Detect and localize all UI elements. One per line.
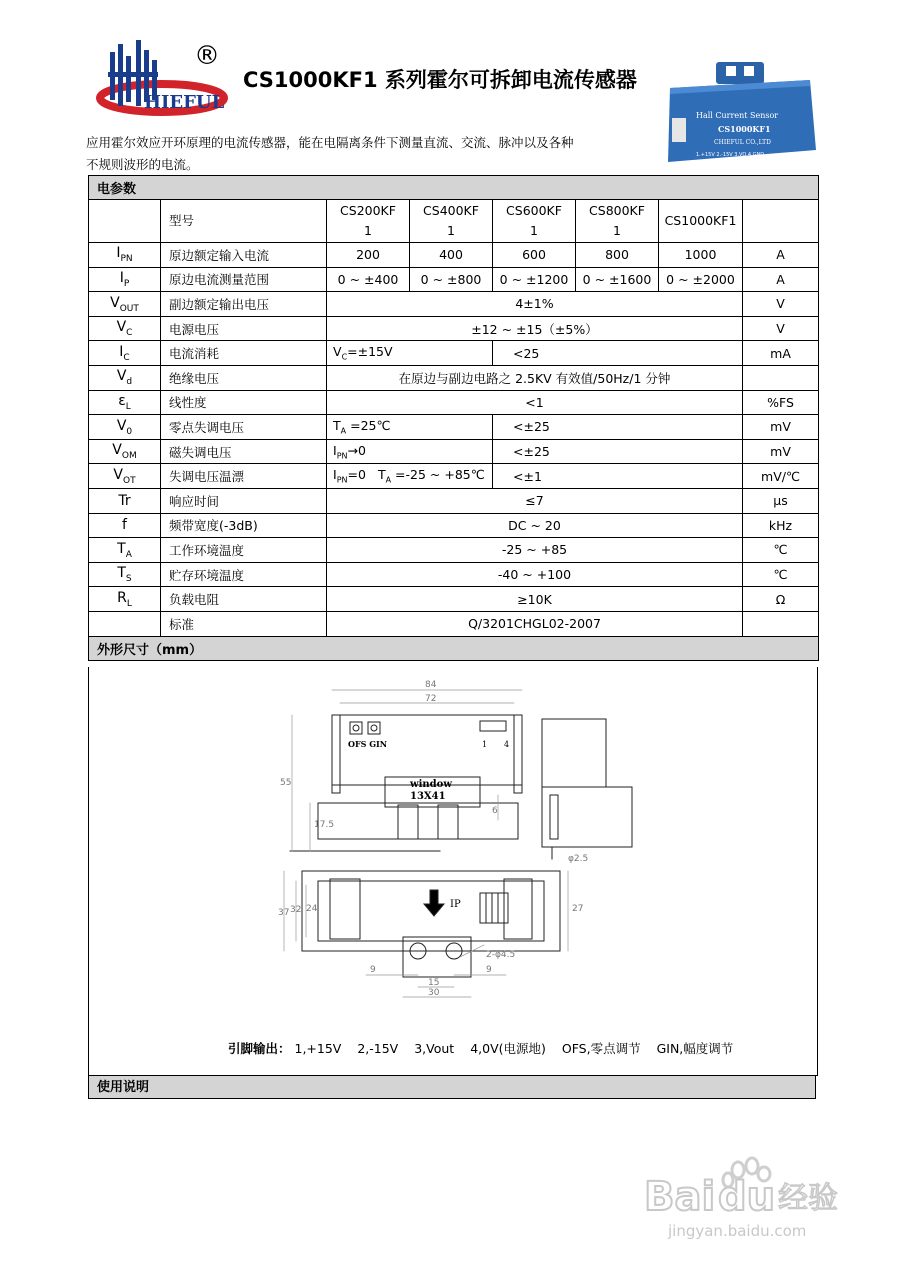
svg-text:55: 55 — [280, 778, 292, 788]
pin-output-legend — [228, 1039, 733, 1057]
table-row: $T_A$ 工作环境温度 -25 ~ +85 ℃ — [89, 538, 819, 563]
pin-item: 4,0V(电源地) — [470, 1041, 546, 1056]
product-pins: 1.+15V 2.-15V 3.VO 4.GND — [696, 152, 765, 158]
svg-text:du: du — [718, 1174, 776, 1220]
pin-item: GIN,幅度调节 — [656, 1041, 734, 1056]
svg-text:84: 84 — [425, 680, 437, 690]
svg-text:OFS GIN: OFS GIN — [348, 739, 388, 749]
section-usage: 使用说明 — [88, 1075, 816, 1099]
table-row: $R_L$ 负载电阻 ≥10K Ω — [89, 587, 819, 612]
table-row: Tr 响应时间 ≤7 μs — [89, 488, 819, 513]
svg-text:2-φ4.5: 2-φ4.5 — [486, 950, 516, 960]
table-row: $V_{OUT}$ 副边额定输出电压 4±1% V — [89, 292, 819, 317]
svg-text:1: 1 — [482, 740, 488, 749]
svg-text:37: 37 — [278, 908, 290, 918]
watermark-url: jingyan.baidu.com — [668, 1222, 807, 1240]
table-row: $V_d$ 绝缘电压 在原边与副边电路之 2.5KV 有效值/50Hz/1 分钟 — [89, 365, 819, 390]
table-row: $V_0$ 零点失调电压 $T_A$ =25℃ <±25 mV — [89, 415, 819, 440]
hieful-logo — [84, 36, 234, 122]
svg-text:4: 4 — [504, 740, 510, 749]
model-cell: CS800KF 1 — [576, 200, 659, 243]
table-row: $T_S$ 贮存环境温度 -40 ~ +100 ℃ — [89, 562, 819, 587]
svg-text:经验: 经验 — [778, 1181, 838, 1216]
svg-text:30: 30 — [428, 988, 440, 998]
registered-mark: ® — [194, 41, 220, 71]
svg-text:15: 15 — [428, 978, 440, 988]
svg-text:6: 6 — [492, 806, 498, 816]
section-dimensions: 外形尺寸（mm） — [89, 636, 819, 660]
pin-item: 1,+15V — [294, 1041, 342, 1056]
svg-text:24: 24 — [306, 904, 318, 914]
product-photo — [660, 58, 820, 166]
table-row — [89, 200, 819, 243]
brand-name: HIEFUL — [144, 92, 225, 113]
pin-item: 2,-15V — [357, 1041, 399, 1056]
svg-text:9: 9 — [370, 965, 376, 975]
table-row: 标准 Q/3201CHGL02-2007 — [89, 611, 819, 636]
intro-text — [86, 132, 646, 176]
table-row: $I_P$ 原边电流测量范围 0 ~ ±400 0 ~ ±800 0 ~ ±1200 0 ~ ±1600 0 ~ ±2000 A — [89, 267, 819, 292]
section-electrical: 电参数 — [89, 176, 819, 200]
product-label: Hall Current Sensor — [696, 111, 779, 120]
model-cell: CS1000KF1 — [659, 200, 743, 243]
table-row: f 频带宽度(-3dB) DC ~ 20 kHz — [89, 513, 819, 538]
svg-text:Bai: Bai — [644, 1174, 716, 1220]
svg-text:φ2.5: φ2.5 — [568, 854, 589, 864]
table-row: $\varepsilon_L$ 线性度 <1 %FS — [89, 390, 819, 415]
table-row: $V_{OM}$ 磁失调电压 $I_{PN}\to 0$ <±25 mV — [89, 439, 819, 464]
svg-text:27: 27 — [572, 904, 584, 914]
product-model: CS1000KF1 — [718, 124, 771, 134]
svg-text:9: 9 — [486, 965, 492, 975]
svg-text:32: 32 — [290, 905, 302, 915]
table-row: $I_C$ 电流消耗 $V_C=\pm 15V$ <25 mA — [89, 341, 819, 366]
mechanical-drawing — [270, 675, 640, 1015]
pin-output-label: 引脚输出： — [228, 1041, 291, 1056]
model-cell: CS600KF 1 — [493, 200, 576, 243]
model-cell: CS200KF 1 — [327, 200, 410, 243]
model-cell: CS400KF 1 — [410, 200, 493, 243]
svg-text:13X41: 13X41 — [410, 791, 446, 802]
svg-text:window: window — [410, 779, 452, 790]
intro-line: 应用霍尔效应开环原理的电流传感器，能在电隔离条件下测量直流、交流、脉冲以及各种 — [86, 135, 574, 150]
intro-line: 不规则波形的电流。 — [86, 157, 199, 172]
spec-table — [88, 175, 819, 661]
table-row: $I_{PN}$ 原边额定输入电流 200 400 600 800 1000 A — [89, 243, 819, 268]
svg-text:17.5: 17.5 — [314, 820, 335, 830]
table-row: $V_C$ 电源电压 ±12 ~ ±15（±5%） V — [89, 316, 819, 341]
pin-item: OFS,零点调节 — [561, 1041, 641, 1056]
table-row: $V_{OT}$ 失调电压温漂 $I_{PN}=0$ $T_A =-25$ ~ +85℃ <±1 mV/℃ — [89, 464, 819, 489]
model-label: 型号 — [161, 200, 327, 243]
svg-text:IP: IP — [450, 899, 461, 910]
pin-item: 3,Vout — [414, 1041, 455, 1056]
product-company: CHIEFUL CO.,LTD — [714, 139, 771, 146]
page-title: CS1000KF1 系列霍尔可拆卸电流传感器 — [243, 68, 637, 92]
svg-text:72: 72 — [425, 694, 437, 704]
